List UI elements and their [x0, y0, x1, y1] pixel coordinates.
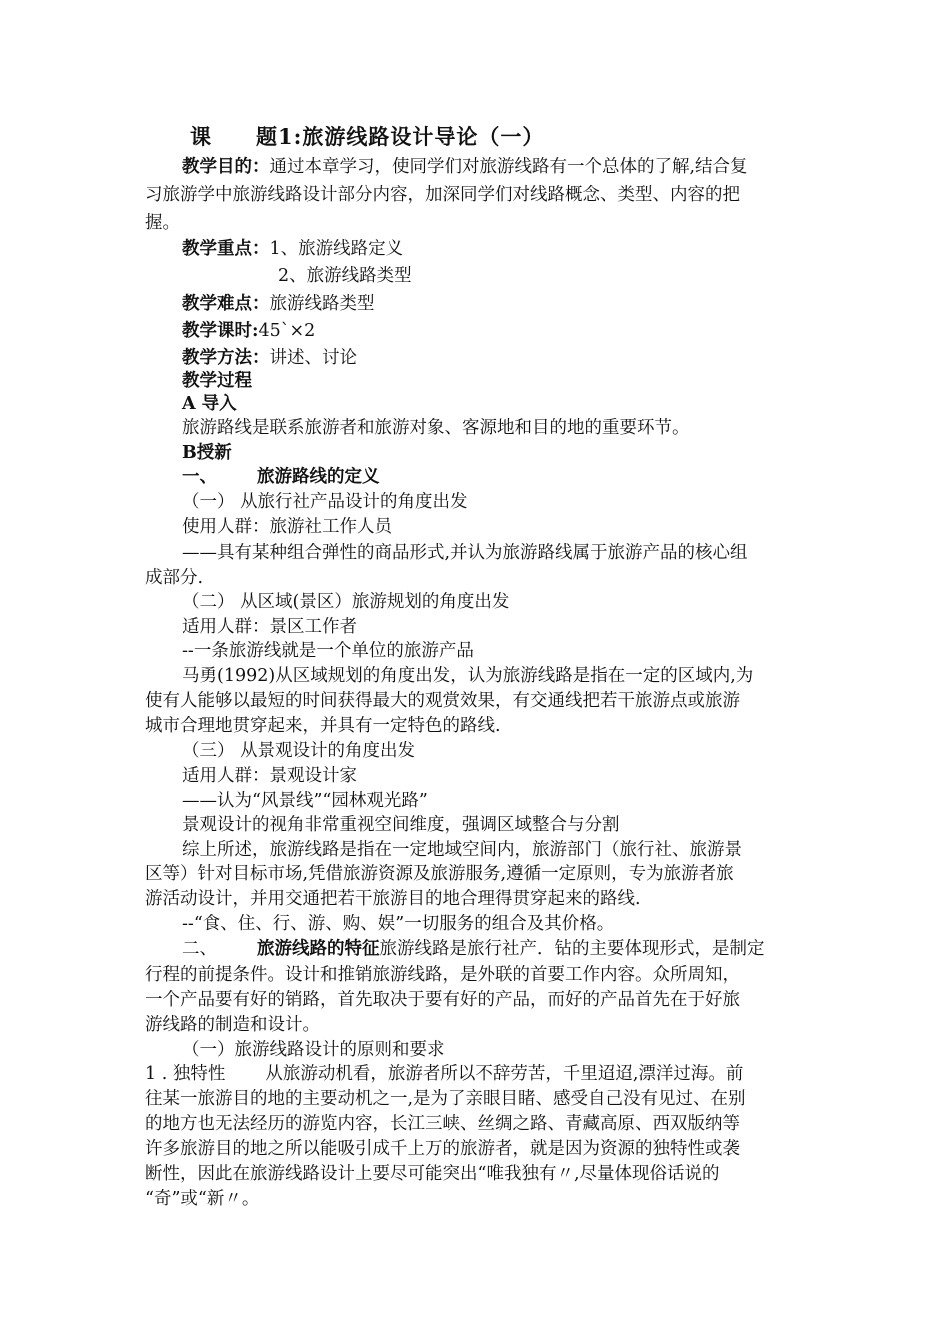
objective-line-3: 握。	[145, 213, 180, 233]
section1-summary-3: 游活动设计，并用交通把若干旅游目的地合理得贯穿起来的路线.	[145, 889, 641, 909]
section1-sub3-heading: （三） 从景观设计的角度出发	[182, 741, 416, 761]
difficulty-text: 旅游线路类型	[269, 294, 375, 314]
section1-sub2-quote-1: 马勇(1992)从区域规划的角度出发，认为旅游线路是指在一定的区域内,为	[182, 666, 754, 686]
method-label: 教学方法：	[182, 348, 270, 368]
section2-num: 二、	[182, 939, 217, 959]
section1-sub2-def: --一条旅游线就是一个单位的旅游产品	[182, 641, 474, 661]
keypoint-item-2: 2、旅游线路类型	[278, 266, 412, 286]
section1-sub3-note: 景观设计的视角非常重视空间维度，强调区域整合与分割	[182, 815, 620, 835]
section2-line-3: 一个产品要有好的销路，首先取决于要有好的产品，而好的产品首先在于好旅	[145, 990, 740, 1010]
section1-sub1-def-2: 成部分.	[145, 568, 204, 588]
section1-sub1-def-1: ——具有某种组合弹性的商品形式,并认为旅游路线属于旅游产品的核心组	[182, 543, 748, 563]
intro-text: 旅游路线是联系旅游者和旅游对象、客源地和目的地的重要环节。	[182, 418, 690, 438]
item1-first-line-rest: 从旅游动机看，旅游者所以不辞劳苦，千里迢迢,漂洋过海。前	[265, 1064, 744, 1084]
objective-line-2: 习旅游学中旅游线路设计部分内容，加深同学们对线路概念、类型、内容的把	[145, 185, 740, 205]
objective-text-1: 通过本章学习，使同学们对旅游线路有一个总体的了解,结合复	[269, 157, 748, 177]
difficulty-label: 教学难点：	[182, 294, 270, 314]
section1-sub3-def: ——认为“风景线”“园林观光路”	[182, 791, 428, 811]
item1-line-5: 断性，因此在旅游线路设计上要尽可能突出“唯我独有〃,尽量体现俗话说的	[145, 1164, 720, 1184]
hours-label: 教学课时:	[182, 321, 259, 341]
new-heading: B授新	[182, 443, 232, 463]
process-heading: 教学过程	[182, 371, 252, 391]
keypoint-item-1: 1、旅游线路定义	[269, 239, 404, 259]
section1-sub1-heading: （一） 从旅行社产品设计的角度出发	[182, 492, 468, 512]
section1-sub2-quote-3: 城市合理地贯穿起来，并具有一定特色的路线.	[145, 716, 501, 736]
method-text: 讲述、讨论	[269, 348, 357, 368]
section1-sub2-users: 适用人群：景区工作者	[182, 617, 357, 637]
method-line	[182, 346, 847, 371]
keypoints-line-1	[182, 237, 847, 262]
difficulty-line	[182, 292, 847, 317]
section1-summary-1: 综上所述，旅游线路是指在一定地域空间内，旅游部门（旅行社、旅游景	[182, 840, 742, 860]
objective-line-1	[182, 155, 847, 180]
section1-summary-2: 区等）针对目标市场,凭借旅游资源及旅游服务,遵循一定原则，专为旅游者旅	[145, 864, 734, 884]
hours-text: 45`×2	[258, 321, 316, 341]
section2-line-2: 行程的前提条件。设计和推销旅游线路，是外联的首要工作内容。众所周知，	[145, 965, 740, 985]
hours-line	[182, 319, 847, 344]
section2-line-1	[182, 937, 847, 962]
section1-num: 一、	[182, 467, 217, 487]
item1-label: 1 . 独特性	[145, 1064, 226, 1084]
section2-sub1-heading: （一）旅游线路设计的原则和要求	[182, 1040, 445, 1060]
item1-line-1	[145, 1062, 810, 1087]
section1-heading	[182, 465, 847, 490]
section2-title: 旅游线路的特征	[257, 939, 380, 959]
intro-heading: A 导入	[182, 394, 237, 414]
section2-line-4: 游线路的制造和设计。	[145, 1015, 320, 1035]
section1-sub2-quote-2: 使有人能够以最短的时间获得最大的观赏效果，有交通线把若干旅游点或旅游	[145, 691, 740, 711]
objective-label: 教学目的：	[182, 157, 270, 177]
section2-first-line-rest: 旅游线路是旅行社产．钻的主要体现形式，是制定	[379, 939, 765, 959]
keypoints-label: 教学重点：	[182, 239, 270, 259]
section1-sub2-heading: （二） 从区域(景区）旅游规划的角度出发	[182, 592, 510, 612]
section1-sub3-users: 适用人群：景观设计家	[182, 766, 357, 786]
item1-line-4: 许多旅游目的地之所以能吸引成千上万的旅游者，就是因为资源的独特性或袭	[145, 1139, 740, 1159]
page-title	[190, 124, 855, 149]
title-part1: 课	[190, 124, 212, 149]
item1-line-3: 的地方也无法经历的游览内容，长江三峡、丝绸之路、青藏高原、西双版纳等	[145, 1114, 740, 1134]
section1-title: 旅游路线的定义	[257, 467, 380, 487]
section1-sub1-users: 使用人群：旅游社工作人员	[182, 517, 392, 537]
section1-summary-def: --“食、住、行、游、购、娱”一切服务的组合及其价格。	[182, 914, 615, 934]
item1-line-6: “奇”或“新〃。	[145, 1189, 260, 1209]
item1-line-2: 往某一旅游目的地的主要动机之一,是为了亲眼目睹、感受自己没有见过、在别	[145, 1089, 746, 1109]
title-part2: 题1:旅游线路设计导论（一）	[256, 124, 545, 149]
